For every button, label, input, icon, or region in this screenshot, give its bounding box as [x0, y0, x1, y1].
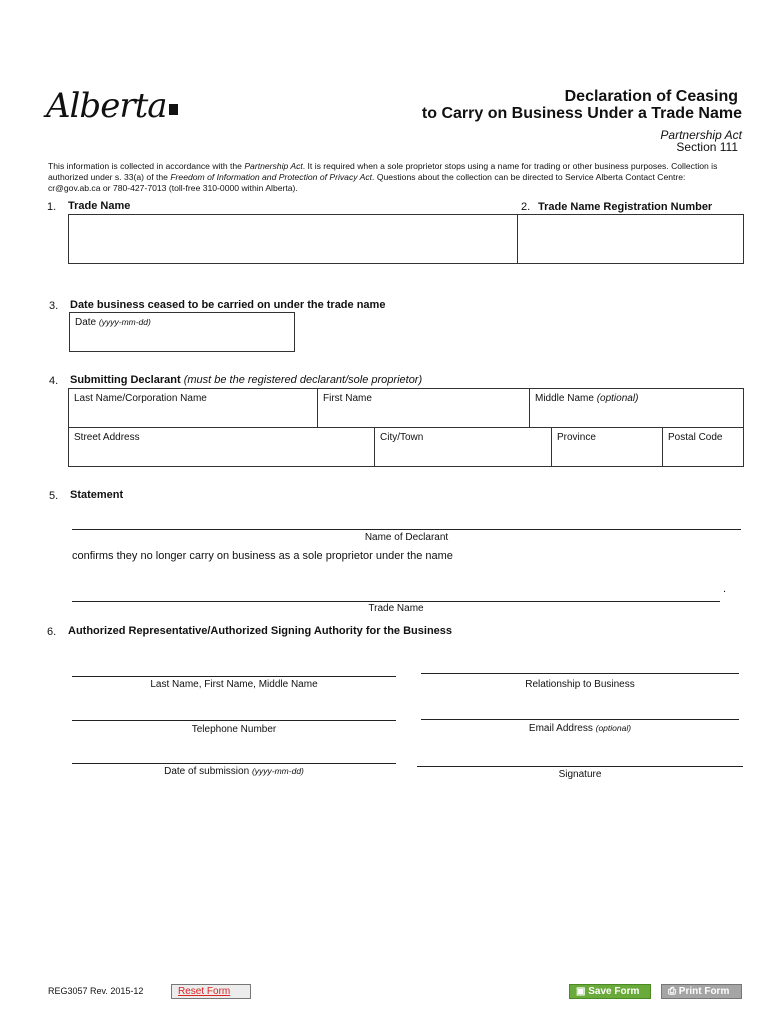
- section1-number: 1.: [47, 201, 57, 213]
- save-form-button[interactable]: ▣ Save Form: [569, 984, 651, 999]
- date-label: Date: [75, 317, 97, 328]
- form-title-line2: to Carry on Business Under a Trade Name: [421, 105, 742, 122]
- relationship-line[interactable]: [421, 673, 739, 674]
- section4-number: 4.: [49, 375, 59, 387]
- declarant-name-caption: Name of Declarant: [364, 532, 449, 543]
- section3-label: Date business ceased to be carried on under the trade name: [70, 299, 386, 311]
- date-ceased-field[interactable]: [69, 312, 295, 352]
- street-address-label: Street Address: [74, 432, 140, 443]
- section4-label: Submitting Declarant (must be the registered declarant/sole proprietor): [70, 374, 423, 386]
- rep-name-caption: Last Name, First Name, Middle Name: [150, 679, 318, 690]
- city-label: City/Town: [380, 432, 424, 443]
- street-address-field[interactable]: [68, 427, 376, 467]
- last-name-label: Last Name/Corporation Name: [74, 393, 207, 404]
- section6-label: Authorized Representative/Authorized Signing Authority for the Business: [68, 625, 453, 637]
- date-format-hint: (yyyy-mm-dd): [98, 317, 151, 327]
- printer-icon: ⎙: [668, 986, 676, 997]
- province-field[interactable]: [551, 427, 663, 467]
- relationship-caption: Relationship to Business: [525, 679, 635, 690]
- middle-name-field[interactable]: [529, 388, 744, 428]
- section2-label: Trade Name Registration Number: [538, 201, 713, 213]
- alberta-logo: Alberta: [46, 86, 178, 126]
- telephone-caption: Telephone Number: [191, 724, 277, 735]
- submission-date-caption: Date of submission (yyyy-mm-dd): [164, 766, 304, 777]
- section5-label: Statement: [70, 489, 124, 501]
- alberta-logo-mark-icon: [169, 104, 178, 115]
- city-field[interactable]: [374, 427, 552, 467]
- statement-period: .: [723, 583, 727, 595]
- middle-name-label: Middle Name: [535, 393, 594, 404]
- submission-date-line[interactable]: [72, 763, 396, 764]
- section3-number: 3.: [49, 300, 59, 312]
- trade-name-line[interactable]: [72, 601, 720, 602]
- trade-name-caption: Trade Name: [368, 603, 424, 614]
- signature-caption: Signature: [558, 769, 602, 780]
- email-caption: Email Address (optional): [528, 723, 632, 734]
- section2-number: 2.: [521, 201, 531, 213]
- section6-number: 6.: [47, 626, 57, 638]
- section5-number: 5.: [49, 490, 59, 502]
- first-name-label: First Name: [323, 393, 372, 404]
- privacy-notice: This information is collected in accordance with the Partnership Act. It is required when a sole proprietor stops using a name for trading or other business purposes. Collection is authorized under s. 33(a) of the Freedom of Information and Protection of Privacy Act. Questions about the collection can be directed to Service Alberta Contact Centre: cr@gov.ab.ca or 780-427-7013 (toll-free 310-0000 within Alberta).: [48, 161, 718, 193]
- telephone-line[interactable]: [72, 720, 396, 721]
- email-line[interactable]: [421, 719, 739, 720]
- section1-label: Trade Name: [68, 200, 131, 212]
- postal-code-label: Postal Code: [668, 432, 723, 443]
- first-name-field[interactable]: [317, 388, 530, 428]
- registration-number-field[interactable]: [517, 214, 744, 264]
- form-title-line1: Declaration of Ceasing: [564, 88, 738, 105]
- rep-name-line[interactable]: [72, 676, 396, 677]
- statement-text: confirms they no longer carry on business as a sole proprietor under the name: [72, 550, 453, 562]
- last-name-field[interactable]: [68, 388, 318, 428]
- signature-line[interactable]: [417, 766, 743, 767]
- form-id: REG3057 Rev. 2015-12: [48, 986, 144, 996]
- print-form-button[interactable]: ⎙ Print Form: [661, 984, 742, 999]
- declarant-name-line[interactable]: [72, 529, 741, 530]
- postal-code-field[interactable]: [662, 427, 744, 467]
- save-icon: ▣: [576, 986, 586, 997]
- province-label: Province: [557, 432, 596, 443]
- reset-form-button[interactable]: Reset Form: [171, 984, 251, 999]
- act-name: Partnership Act: [660, 128, 742, 142]
- act-section: Section 111: [676, 140, 738, 154]
- middle-name-note: (optional): [596, 393, 639, 404]
- trade-name-field[interactable]: [68, 214, 518, 264]
